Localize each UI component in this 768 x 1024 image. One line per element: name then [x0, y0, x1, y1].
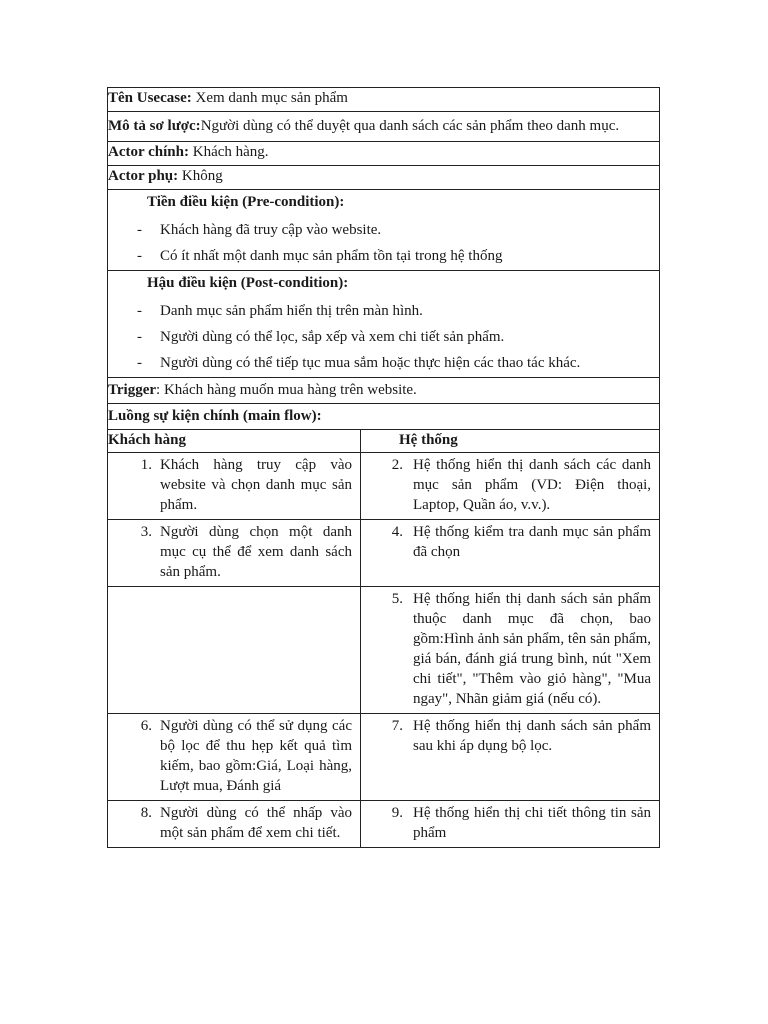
step-number: 1.	[140, 457, 152, 473]
usecase-name-value: Xem danh mục sản phẩm	[195, 90, 348, 106]
flow-row	[108, 453, 660, 520]
customer-step: Khách hàng truy cập vào website và chọn danh mục sản phẩm.	[160, 457, 352, 513]
step-number: 6.	[140, 718, 152, 734]
system-step: Hệ thống hiển thị danh sách sản phẩm sau khi áp dụng bộ lọc.	[413, 718, 652, 754]
main-flow-row	[108, 404, 660, 430]
step-number: 3.	[140, 524, 152, 540]
trigger-value: : Khách hàng muốn mua hàng trên website.	[156, 382, 417, 398]
main-flow-label: Luồng sự kiện chính (main flow):	[108, 408, 322, 424]
precondition-label: Tiền điều kiện (Pre-condition):	[147, 194, 345, 210]
secondary-actor-label: Actor phụ:	[108, 168, 179, 184]
step-number: 2.	[391, 457, 403, 473]
usecase-table	[107, 87, 660, 848]
secondary-actor-value: Không	[181, 168, 223, 184]
step-number: 7.	[391, 718, 403, 734]
usecase-name-row	[108, 88, 660, 112]
description-label: Mô tả sơ lược:	[108, 118, 201, 134]
step-number: 4.	[391, 524, 403, 540]
customer-step: Người dùng có thể sử dụng các bộ lọc để thu hẹp kết quả tìm kiếm, bao gồm:Giá, Loại hàng, Lượt mua, Đánh giá	[160, 718, 352, 794]
postcondition-item: - Danh mục sản phẩm hiển thị trên màn hình.	[137, 303, 423, 319]
step-number: 9.	[391, 805, 403, 821]
system-column-header: Hệ thống	[399, 432, 458, 448]
precondition-item: - Khách hàng đã truy cập vào website.	[137, 222, 382, 238]
primary-actor-row	[108, 142, 660, 166]
postcondition-item: - Người dùng có thể tiếp tục mua sắm hoặc thực hiện các thao tác khác.	[137, 355, 581, 371]
flow-row	[108, 587, 660, 714]
trigger-row	[108, 378, 660, 404]
system-step: Hệ thống kiểm tra danh mục sản phẩm đã chọn	[413, 524, 652, 560]
description-value: Người dùng có thể duyệt qua danh sách các sản phẩm theo danh mục.	[200, 118, 620, 134]
postcondition-item: - Người dùng có thể lọc, sắp xếp và xem chi tiết sản phẩm.	[137, 329, 505, 345]
postcondition-row	[108, 271, 660, 378]
system-step: Hệ thống hiển thị danh sách các danh mục sản phẩm (VD: Điện thoại, Laptop, Quần áo, v.v.).	[413, 457, 652, 513]
customer-column-header: Khách hàng	[108, 432, 186, 448]
primary-actor-label: Actor chính:	[108, 144, 189, 160]
flow-row	[108, 520, 660, 587]
flow-row	[108, 801, 660, 848]
flow-header-row	[108, 430, 660, 453]
customer-step: Người dùng chọn một danh mục cụ thể để xem danh sách sản phẩm.	[160, 524, 352, 580]
description-row	[108, 112, 660, 142]
usecase-name-label: Tên Usecase:	[108, 90, 192, 106]
step-number: 8.	[140, 805, 152, 821]
step-number: 5.	[391, 591, 403, 607]
secondary-actor-row	[108, 166, 660, 190]
postcondition-label: Hậu điều kiện (Post-condition):	[147, 275, 349, 291]
system-step: Hệ thống hiển thị danh sách sản phẩm thuộc danh mục đã chọn, bao gồm:Hình ảnh sản phẩm, tên sản phẩm, giá bán, đánh giá trung bình, nút "Xem chi tiết", "Thêm vào giỏ hàng", "Mua ngay", Nhãn giảm giá (nếu có).	[413, 591, 652, 707]
system-step: Hệ thống hiển thị chi tiết thông tin sản phẩm	[413, 805, 652, 841]
precondition-row	[108, 190, 660, 271]
primary-actor-value: Khách hàng.	[192, 144, 269, 160]
precondition-item: - Có ít nhất một danh mục sản phẩm tồn tại trong hệ thống	[137, 248, 503, 264]
customer-step: Người dùng có thể nhấp vào một sản phẩm để xem chi tiết.	[160, 805, 352, 841]
trigger-label: Trigger	[108, 382, 157, 398]
flow-row	[108, 714, 660, 801]
